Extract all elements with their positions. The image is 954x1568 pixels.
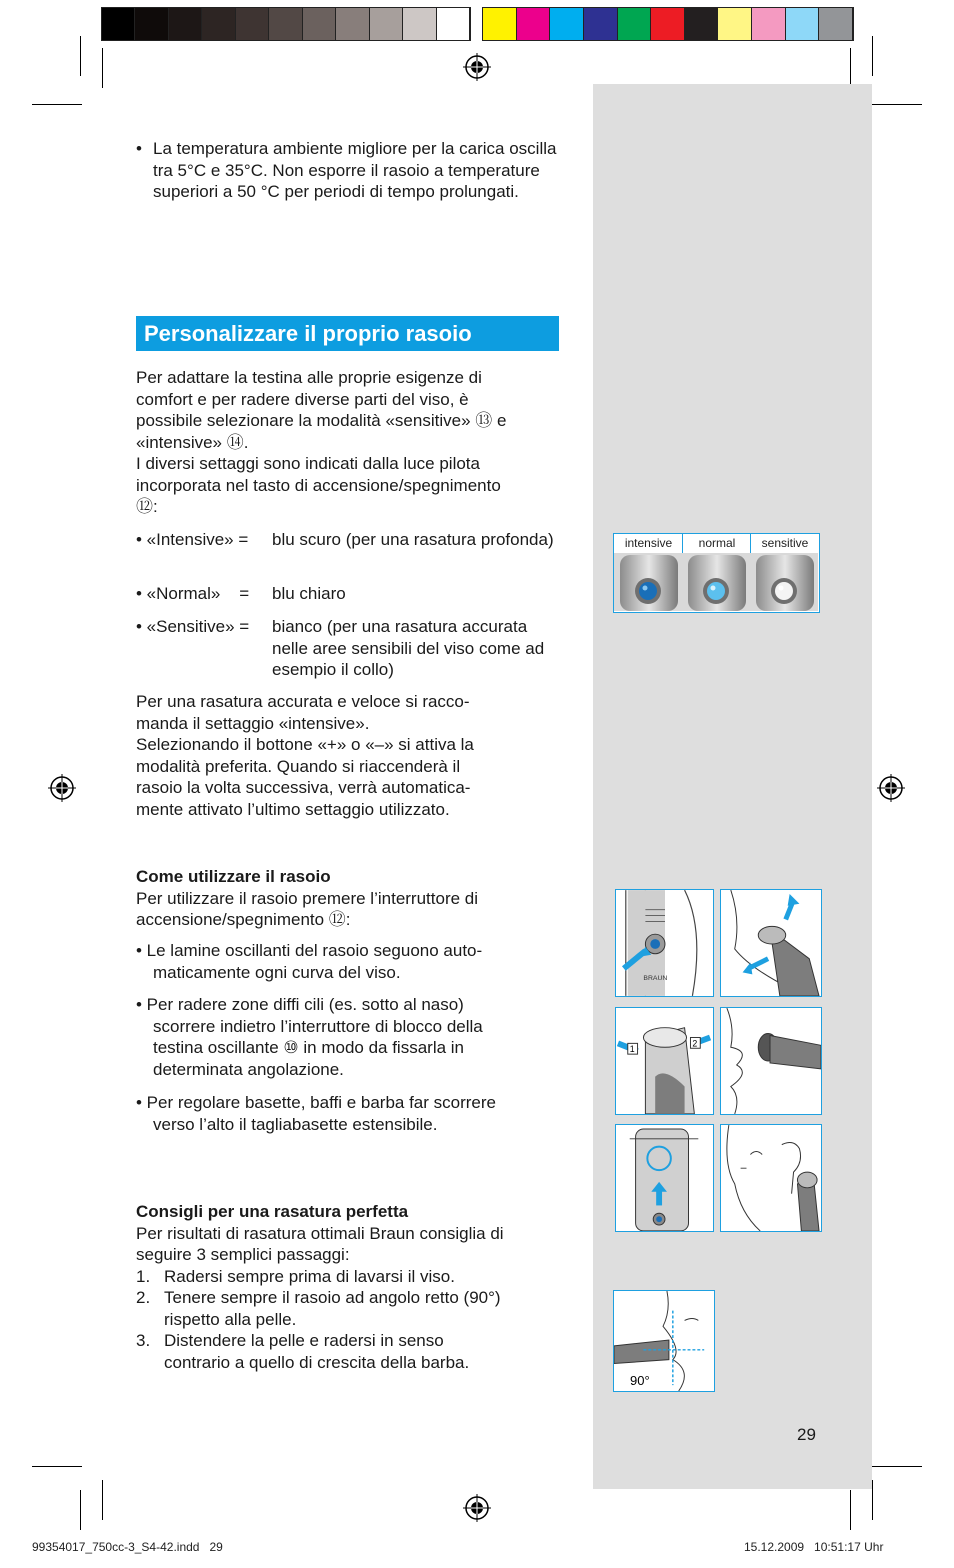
crop-mark: [102, 1480, 103, 1520]
intro-paragraph: [136, 367, 566, 518]
illustration-under-nose: [720, 1007, 822, 1115]
recommend-line: rasoio la volta successiva, verrà automatica-: [136, 778, 471, 797]
color-calibration-bar-gray: [101, 7, 471, 41]
usage-heading: Come utilizzare il rasoio: [136, 867, 331, 886]
step-text: Distendere la pelle e radersi in senso: [164, 1331, 444, 1350]
recommend-line: Selezionando il bottone «+» o «–» si attiva la: [136, 735, 474, 754]
step-number: 3.: [136, 1331, 151, 1350]
color-swatch: [370, 8, 403, 40]
illustration-power-button: [615, 889, 714, 997]
usage-bullet-text: • Per radere zone diffi cili (es. sotto al naso): [136, 995, 464, 1014]
illustration-sidebar: [593, 84, 872, 1489]
illustration-lock-head: [615, 1007, 714, 1115]
step-number: 1.: [136, 1266, 151, 1286]
shaver-buttons-image: [614, 553, 818, 611]
color-swatch: [550, 8, 584, 40]
step-text: Radersi sempre prima di lavarsi il viso.: [164, 1266, 455, 1286]
registration-mark-top: [463, 53, 491, 81]
recommendation-paragraph: [136, 691, 566, 820]
color-swatch: [651, 8, 685, 40]
color-swatch: [102, 8, 135, 40]
shaver-intensive-icon: [620, 555, 678, 611]
color-swatch: [752, 8, 786, 40]
recommend-line: mente attivato l’ultimo settaggio utilizzato.: [136, 799, 450, 819]
temperature-text: La temperatura ambiente migliore per la carica oscilla tra 5°C e 35°C. Non esporre il rasoio a temperature superiori a 50 °C per periodi di tempo prolungati.: [153, 139, 557, 201]
tips-step-1: [136, 1266, 576, 1288]
registration-mark-right: [877, 774, 905, 802]
recommend-line: manda il settaggio «intensive».: [136, 713, 370, 733]
crop-mark: [872, 36, 873, 76]
shaver-sensitive-icon: [756, 555, 814, 611]
mode-definition-sensitive: [136, 616, 566, 681]
footer-file-info: 99354017_750cc-3_S4-42.indd 29: [32, 1540, 223, 1554]
usage-bullet-1: [136, 940, 566, 983]
intro-line: incorporata nel tasto di accensione/spegnimento: [136, 475, 501, 495]
intro-line: ⑫:: [136, 497, 158, 516]
color-swatch: [584, 8, 618, 40]
intro-line: I diversi settaggi sono indicati dalla luce pilota: [136, 454, 480, 473]
recommend-line: modalità preferita. Quando si riaccenderà il: [136, 756, 461, 776]
svg-text:2: 2: [692, 1038, 698, 1049]
color-swatch: [236, 8, 269, 40]
shaver-normal-icon: [688, 555, 746, 611]
usage-bullet-text: maticamente ogni curva del viso.: [153, 962, 401, 982]
crop-mark: [32, 1466, 82, 1467]
crop-mark: [850, 48, 851, 88]
usage-line: Per utilizzare il rasoio premere l’interruttore di: [136, 888, 479, 908]
usage-line: accensione/spegnimento ⑫:: [136, 910, 351, 929]
step-text: contrario a quello di crescita della barba.: [164, 1352, 470, 1372]
color-swatch: [685, 8, 719, 40]
color-swatch: [169, 8, 202, 40]
color-swatch: [269, 8, 302, 40]
intro-line: comfort e per radere diverse parti del viso, è: [136, 389, 469, 409]
usage-bullet-text: • Per regolare basette, baffi e barba far scorrere: [136, 1093, 496, 1112]
page-number: 29: [797, 1425, 816, 1444]
crop-mark: [80, 1490, 81, 1530]
color-swatch: [819, 8, 853, 40]
illustration-sideburns: [720, 1124, 822, 1232]
usage-section: [136, 866, 566, 931]
usage-bullet-text: testina oscillante ⑩ in modo da fissarla in: [153, 1038, 465, 1057]
mode-description: blu scuro (per una rasatura profonda): [272, 530, 554, 549]
tips-heading: Consigli per una rasatura perfetta: [136, 1202, 409, 1221]
mode-label-normal: normal: [698, 536, 736, 550]
section-title: Personalizzare il proprio rasoio: [144, 321, 472, 346]
step-text: Tenere sempre il rasoio ad angolo retto (90°): [164, 1288, 501, 1307]
color-swatch: [135, 8, 168, 40]
intro-line: possibile selezionare la modalità «sensitive» ⑬ e: [136, 411, 507, 430]
mode-description: blu chiaro: [272, 584, 346, 603]
usage-bullet-text: determinata angolazione.: [153, 1059, 344, 1079]
color-swatch: [202, 8, 235, 40]
crop-mark: [102, 48, 103, 88]
angle-label: 90°: [630, 1373, 650, 1388]
illustration-right-angle: [613, 1290, 715, 1392]
usage-bullet-3: [136, 1092, 566, 1135]
crop-mark: [872, 1466, 922, 1467]
registration-mark-left: [48, 774, 76, 802]
tips-step-3: [136, 1330, 576, 1373]
color-swatch: [437, 8, 470, 40]
color-calibration-bar-color: [482, 7, 854, 41]
divider: [682, 534, 683, 554]
mode-definition-intensive: [136, 529, 566, 551]
crop-mark: [80, 36, 81, 76]
mode-label-sensitive: sensitive: [761, 536, 809, 550]
color-swatch: [336, 8, 369, 40]
recommend-line: Per una rasatura accurata e veloce si racco-: [136, 692, 470, 711]
mode-indicator-illustration: [613, 533, 820, 613]
tips-step-2: [136, 1287, 576, 1330]
crop-mark: [32, 104, 82, 105]
footer-timestamp: 15.12.2009 10:51:17 Uhr: [744, 1540, 884, 1554]
svg-text:1: 1: [629, 1044, 635, 1055]
mode-definition-normal: [136, 583, 566, 605]
tips-section: [136, 1201, 576, 1373]
illustration-trimmer: [615, 1124, 714, 1232]
mode-term: • «Sensitive» =: [136, 617, 250, 636]
intro-line: Per adattare la testina alle proprie esigenze di: [136, 368, 482, 387]
color-swatch: [403, 8, 436, 40]
color-swatch: [786, 8, 820, 40]
intro-line: «intensive» ⑭.: [136, 432, 249, 452]
registration-mark-bottom: [463, 1494, 491, 1522]
usage-bullet-text: scorrere indietro l’interruttore di blocco della: [153, 1016, 483, 1036]
tips-line: Per risultati di rasatura ottimali Braun consiglia di: [136, 1223, 504, 1243]
color-swatch: [618, 8, 652, 40]
usage-bullet-2: [136, 994, 566, 1080]
step-text: rispetto alla pelle.: [164, 1309, 297, 1329]
mode-description: bianco (per una rasatura accurata nelle aree sensibili del viso come ad esempio il collo): [272, 617, 545, 679]
usage-bullet-text: • Le lamine oscillanti del rasoio seguono auto-: [136, 941, 483, 960]
svg-text:BRAUN: BRAUN: [643, 975, 668, 983]
divider: [750, 534, 751, 554]
tips-line: seguire 3 semplici passaggi:: [136, 1245, 350, 1264]
crop-mark: [872, 1480, 873, 1520]
color-swatch: [517, 8, 551, 40]
mode-term: • «Normal» =: [136, 584, 250, 603]
section-title-bar: [136, 316, 559, 351]
color-swatch: [718, 8, 752, 40]
step-number: 2.: [136, 1288, 151, 1307]
crop-mark: [872, 104, 922, 105]
color-swatch: [483, 8, 517, 40]
usage-bullet-text: verso l’alto il tagliabasette estensibile.: [153, 1114, 438, 1134]
mode-label-intensive: intensive: [624, 536, 673, 550]
temperature-bullet: • La temperatura ambiente migliore per la carica oscilla tra 5°C e 35°C. Non esporre il rasoio a temperature superiori a 50 °C per periodi di tempo prolungati.: [136, 138, 561, 203]
color-swatch: [303, 8, 336, 40]
mode-term: • «Intensive» =: [136, 530, 249, 549]
crop-mark: [850, 1490, 851, 1530]
illustration-follow-contour: [720, 889, 822, 997]
